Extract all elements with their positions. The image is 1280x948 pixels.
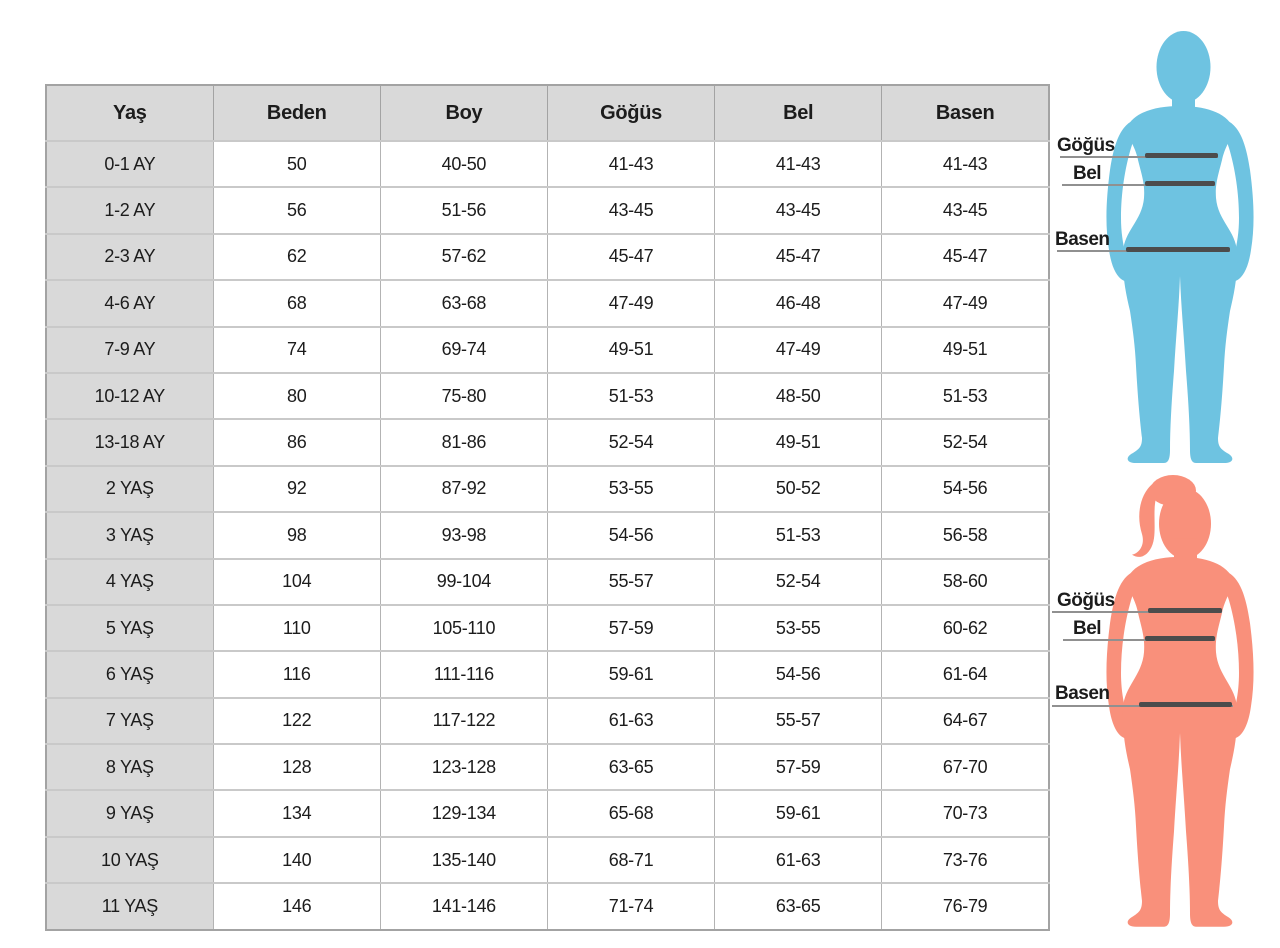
table-row <box>46 559 1049 605</box>
hip-label-blue: Basen <box>1055 229 1110 250</box>
table-row <box>46 141 1049 187</box>
table-row <box>46 419 1049 465</box>
row-label: 9 YAŞ <box>46 790 213 836</box>
cell: 70-73 <box>882 790 1049 836</box>
row-label: 7 YAŞ <box>46 698 213 744</box>
cell: 59-61 <box>547 651 714 697</box>
cell: 64-67 <box>882 698 1049 744</box>
header-row <box>46 85 1049 141</box>
cell: 51-53 <box>715 512 882 558</box>
cell: 50-52 <box>715 466 882 512</box>
cell: 52-54 <box>882 419 1049 465</box>
cell: 56 <box>213 187 380 233</box>
cell: 54-56 <box>882 466 1049 512</box>
cell: 129-134 <box>380 790 547 836</box>
cell: 61-64 <box>882 651 1049 697</box>
table-row <box>46 790 1049 836</box>
table-row <box>46 837 1049 883</box>
cell: 63-68 <box>380 280 547 326</box>
cell: 140 <box>213 837 380 883</box>
cell: 81-86 <box>380 419 547 465</box>
table-row <box>46 512 1049 558</box>
cell: 134 <box>213 790 380 836</box>
size-chart-table <box>45 84 1050 931</box>
cell: 86 <box>213 419 380 465</box>
cell: 71-74 <box>547 883 714 929</box>
cell: 53-55 <box>547 466 714 512</box>
cell: 51-53 <box>547 373 714 419</box>
cell: 45-47 <box>715 234 882 280</box>
table-row <box>46 883 1049 929</box>
cell: 98 <box>213 512 380 558</box>
cell: 46-48 <box>715 280 882 326</box>
row-label: 2-3 AY <box>46 234 213 280</box>
table-row <box>46 466 1049 512</box>
cell: 55-57 <box>547 559 714 605</box>
cell: 75-80 <box>380 373 547 419</box>
table-row <box>46 280 1049 326</box>
table-row <box>46 187 1049 233</box>
cell: 51-56 <box>380 187 547 233</box>
cell: 63-65 <box>547 744 714 790</box>
cell: 105-110 <box>380 605 547 651</box>
cell: 57-59 <box>715 744 882 790</box>
cell: 47-49 <box>547 280 714 326</box>
cell: 68-71 <box>547 837 714 883</box>
cell: 128 <box>213 744 380 790</box>
table-row <box>46 605 1049 651</box>
cell: 110 <box>213 605 380 651</box>
table-row <box>46 744 1049 790</box>
cell: 40-50 <box>380 141 547 187</box>
cell: 117-122 <box>380 698 547 744</box>
girl-figure <box>1106 475 1253 927</box>
chest-label-pink: Göğüs <box>1057 590 1115 611</box>
waist-label-blue: Bel <box>1073 163 1102 184</box>
cell: 61-63 <box>715 837 882 883</box>
row-label: 8 YAŞ <box>46 744 213 790</box>
cell: 41-43 <box>547 141 714 187</box>
cell: 49-51 <box>547 327 714 373</box>
cell: 56-58 <box>882 512 1049 558</box>
column-header: Bel <box>715 85 882 141</box>
cell: 73-76 <box>882 837 1049 883</box>
cell: 49-51 <box>882 327 1049 373</box>
table-row <box>46 327 1049 373</box>
cell: 45-47 <box>547 234 714 280</box>
row-label: 6 YAŞ <box>46 651 213 697</box>
cell: 93-98 <box>380 512 547 558</box>
row-label: 3 YAŞ <box>46 512 213 558</box>
cell: 53-55 <box>715 605 882 651</box>
cell: 58-60 <box>882 559 1049 605</box>
cell: 76-79 <box>882 883 1049 929</box>
row-label: 4 YAŞ <box>46 559 213 605</box>
row-label: 5 YAŞ <box>46 605 213 651</box>
cell: 116 <box>213 651 380 697</box>
row-label: 4-6 AY <box>46 280 213 326</box>
cell: 47-49 <box>715 327 882 373</box>
cell: 57-59 <box>547 605 714 651</box>
row-label: 2 YAŞ <box>46 466 213 512</box>
cell: 68 <box>213 280 380 326</box>
cell: 111-116 <box>380 651 547 697</box>
row-label: 1-2 AY <box>46 187 213 233</box>
column-header: Yaş <box>46 85 213 141</box>
hip-measure-line-pink <box>1139 702 1232 707</box>
cell: 141-146 <box>380 883 547 929</box>
row-label: 7-9 AY <box>46 327 213 373</box>
cell: 65-68 <box>547 790 714 836</box>
cell: 69-74 <box>380 327 547 373</box>
cell: 45-47 <box>882 234 1049 280</box>
cell: 55-57 <box>715 698 882 744</box>
row-label: 10-12 AY <box>46 373 213 419</box>
cell: 122 <box>213 698 380 744</box>
cell: 135-140 <box>380 837 547 883</box>
cell: 123-128 <box>380 744 547 790</box>
cell: 92 <box>213 466 380 512</box>
cell: 61-63 <box>547 698 714 744</box>
cell: 50 <box>213 141 380 187</box>
cell: 52-54 <box>547 419 714 465</box>
cell: 54-56 <box>547 512 714 558</box>
waist-measure-line-blue <box>1145 181 1215 186</box>
cell: 41-43 <box>715 141 882 187</box>
waist-label-pink: Bel <box>1073 618 1102 639</box>
cell: 63-65 <box>715 883 882 929</box>
chest-label-blue: Göğüs <box>1057 135 1115 156</box>
chest-measure-line-blue <box>1145 153 1218 158</box>
cell: 41-43 <box>882 141 1049 187</box>
table-row <box>46 234 1049 280</box>
column-header: Boy <box>380 85 547 141</box>
column-header: Beden <box>213 85 380 141</box>
hip-label-pink: Basen <box>1055 683 1110 704</box>
table-row <box>46 698 1049 744</box>
table-row <box>46 373 1049 419</box>
cell: 47-49 <box>882 280 1049 326</box>
row-label: 13-18 AY <box>46 419 213 465</box>
cell: 87-92 <box>380 466 547 512</box>
row-label: 0-1 AY <box>46 141 213 187</box>
cell: 57-62 <box>380 234 547 280</box>
cell: 43-45 <box>547 187 714 233</box>
hip-measure-line-blue <box>1126 247 1230 252</box>
chest-measure-line-pink <box>1148 608 1222 613</box>
column-header: Basen <box>882 85 1049 141</box>
cell: 146 <box>213 883 380 929</box>
cell: 104 <box>213 559 380 605</box>
table-row <box>46 651 1049 697</box>
row-label: 10 YAŞ <box>46 837 213 883</box>
column-header: Göğüs <box>547 85 714 141</box>
cell: 59-61 <box>715 790 882 836</box>
cell: 67-70 <box>882 744 1049 790</box>
cell: 48-50 <box>715 373 882 419</box>
cell: 52-54 <box>715 559 882 605</box>
cell: 99-104 <box>380 559 547 605</box>
waist-measure-line-pink <box>1145 636 1215 641</box>
cell: 43-45 <box>715 187 882 233</box>
cell: 60-62 <box>882 605 1049 651</box>
cell: 74 <box>213 327 380 373</box>
cell: 43-45 <box>882 187 1049 233</box>
cell: 62 <box>213 234 380 280</box>
cell: 51-53 <box>882 373 1049 419</box>
cell: 49-51 <box>715 419 882 465</box>
cell: 54-56 <box>715 651 882 697</box>
cell: 80 <box>213 373 380 419</box>
row-label: 11 YAŞ <box>46 883 213 929</box>
